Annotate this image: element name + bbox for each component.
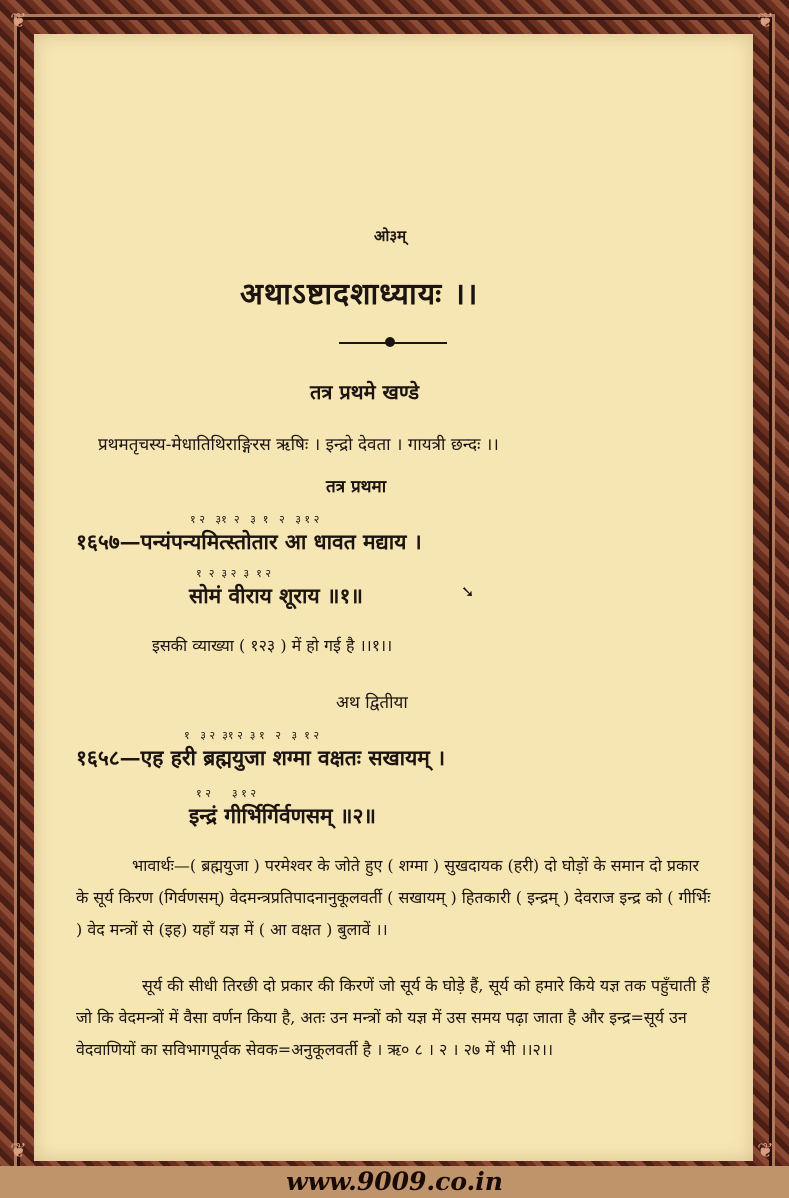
corner-ornament-icon: ❦	[10, 8, 27, 32]
pratham-label: तत्र प्रथमा	[326, 477, 387, 497]
commentary-paragraph: सूर्य की सीधी तिरछी दो प्रकार की किरणें जो सूर्य के घोड़े हैं, सूर्य को हमारे किये यज्ञ तक पहुँचाती हैं जो कि वेदमन्त्रों में वैसा वर्णन किया है, अतः उन मन्त्रों को यज्ञ में उस समय पढ़ा जाता है और इन्द्र=सूर्य उन वेदवाणियों का सविभागपूर्वक सेवक=अनुकूलवर्ती है । ऋ० ८ । २ । २७ में भी ।।२।।	[76, 976, 710, 1059]
swara-marks: १ २ ३ १ २	[196, 787, 257, 800]
bhavartha-paragraph: भावार्थः—( ब्रह्मयुजा ) परमेश्वर के जोते हुए ( शग्मा ) सुखदायक (हरी) दो घोड़ों के समान दो प्रकार के सूर्य किरण (गिर्वणसम्) वेदमन्त्रप्रतिपादनानुकूलवर्ती ( सखायम् ) हितकारी ( इन्द्रम् ) देवराज इन्द्र को ( गीर्भिः ) वेद मन्त्रों से (इह) यहाँ यज्ञ में ( आ वक्षत ) बुलावें ।।	[76, 856, 711, 939]
corner-ornament-icon: ❦	[10, 1138, 27, 1162]
swara-marks: १ ३ २ ३१ २ ३ १ २ ३ १ २	[184, 729, 320, 742]
om-heading: ओ३म्	[374, 227, 407, 245]
mantra-1658-line-1: १६५८—एह हरी ब्रह्मयुजा शग्मा वक्षतः सखायम् ।	[76, 745, 446, 770]
swara-marks: १ २ ३१ २ ३ १ २ ३ १ २	[190, 513, 320, 526]
section-heading: तत्र प्रथमे खण्डे	[310, 380, 420, 404]
dvitiya-label: अथ द्वितीया	[336, 693, 408, 713]
corner-ornament-icon: ❦	[757, 8, 774, 32]
mantra-1658-line-2: इन्द्रं गीर्भिर्गिर्वणसम् ॥२॥	[189, 803, 376, 828]
mantra-1657-line-1: १६५७—पन्यंपन्यमित्स्तोतार आ धावत मद्याय ।	[76, 529, 422, 554]
mantra-1657-line-2: सोमं वीराय शूराय ॥१॥	[189, 583, 364, 608]
explanation-note: इसकी व्याख्या ( १२३ ) में हो गई है ।।१।।	[152, 636, 393, 655]
chapter-title: अथाऽष्टादशाध्यायः ।।	[240, 277, 479, 312]
rishi-devata-line: प्रथमतृचस्य-मेधातिथिराङ्गिरस ऋषिः । इन्द्रो देवता । गायत्री छन्दः ।।	[98, 435, 499, 455]
arrow-mark-icon: ➘	[461, 582, 475, 601]
corner-ornament-icon: ❦	[757, 1138, 774, 1162]
scripture-page	[34, 34, 753, 1161]
swara-marks: १ २ ३ २ ३ १ २	[196, 567, 272, 580]
divider-ornament-icon	[385, 337, 395, 347]
website-footer: www.9009.co.in	[0, 1166, 789, 1198]
